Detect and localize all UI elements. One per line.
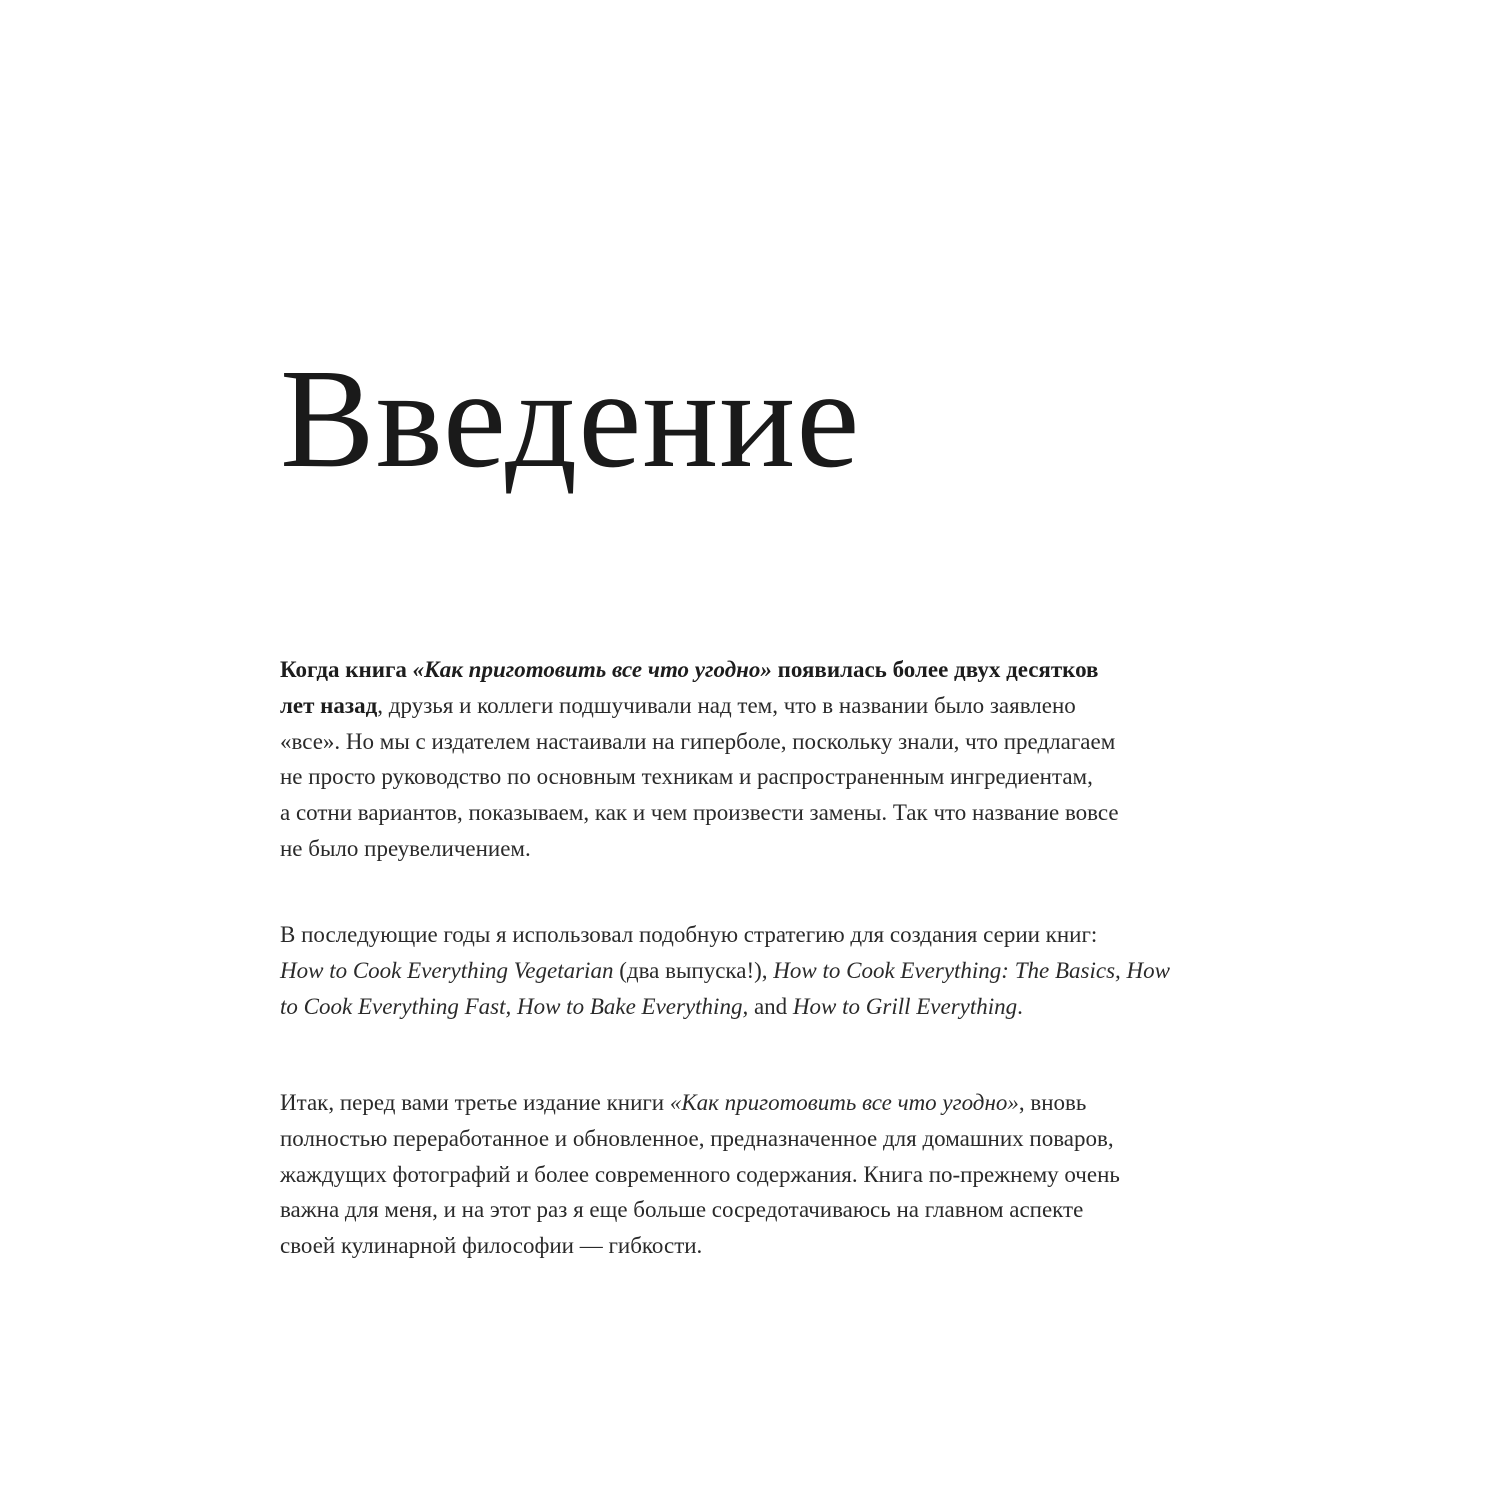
- text-segment: Итак, перед вами третье издание книги: [280, 1090, 670, 1115]
- text-segment: не было преувеличением.: [280, 835, 531, 861]
- book-title-text: «Как приготовить все что угодно»: [669, 1090, 1019, 1115]
- text-segment: полностью переработанное и обновленное, предназначенное для домашних поваров,: [280, 1125, 1114, 1151]
- text-line: [280, 1192, 1120, 1228]
- book-title-text: How to Cook Everything Vegetarian: [280, 957, 614, 983]
- text-line: [280, 917, 1170, 953]
- text-line: [280, 688, 1119, 724]
- text-segment: and: [748, 993, 793, 1019]
- text-line: [280, 1157, 1120, 1193]
- paragraph-2: [280, 917, 1170, 1024]
- text-segment: лет назад: [280, 692, 378, 718]
- text-segment: Когда книга: [280, 657, 413, 682]
- paragraph-3: [280, 1085, 1120, 1264]
- text-line: [280, 1085, 1120, 1121]
- text-line: [280, 989, 1170, 1025]
- text-line: [280, 795, 1119, 831]
- text-segment: , вновь: [1018, 1090, 1087, 1115]
- text-segment: появилась более двух десятков: [771, 657, 1099, 682]
- text-segment: В последующие годы я использовал подобную стратегию для создания серии книг:: [280, 922, 1098, 947]
- book-title-text: to Cook Everything Fast, How to Bake Everything,: [280, 993, 749, 1019]
- text-line: [280, 1228, 1120, 1264]
- text-line: [280, 1121, 1120, 1157]
- text-segment: не просто руководство по основным техникам и распространенным ингредиентам,: [280, 764, 1093, 790]
- page-title: Введение: [280, 339, 861, 497]
- text-segment: , друзья и коллеги подшучивали над тем, что в названии было заявлено: [377, 692, 1076, 718]
- text-line: [280, 953, 1170, 989]
- text-segment: «все». Но мы с издателем настаивали на гиперболе, поскольку знали, что предлагаем: [280, 728, 1116, 754]
- text-segment: своей кулинарной философии — гибкости.: [280, 1233, 703, 1259]
- text-segment: (два выпуска!),: [613, 957, 774, 983]
- text-line: [280, 759, 1119, 795]
- text-line: [280, 652, 1119, 688]
- book-title-text: How to Grill Everything: [792, 993, 1018, 1019]
- paragraph-1: [280, 652, 1119, 867]
- text-segment: .: [1017, 993, 1023, 1019]
- book-title-text: «Как приготовить все что угодно»: [412, 657, 772, 682]
- book-title-text: How to Cook Everything: The Basics, How: [773, 957, 1170, 983]
- text-segment: жаждущих фотографий и более современного содержания. Книга по-прежнему очень: [280, 1161, 1120, 1187]
- text-segment: важна для меня, и на этот раз я еще больше сосредотачиваюсь на главном аспекте: [280, 1197, 1084, 1223]
- text-line: [280, 831, 1119, 867]
- text-segment: а сотни вариантов, показываем, как и чем произвести замены. Так что название вовсе: [280, 800, 1119, 826]
- text-line: [280, 724, 1119, 760]
